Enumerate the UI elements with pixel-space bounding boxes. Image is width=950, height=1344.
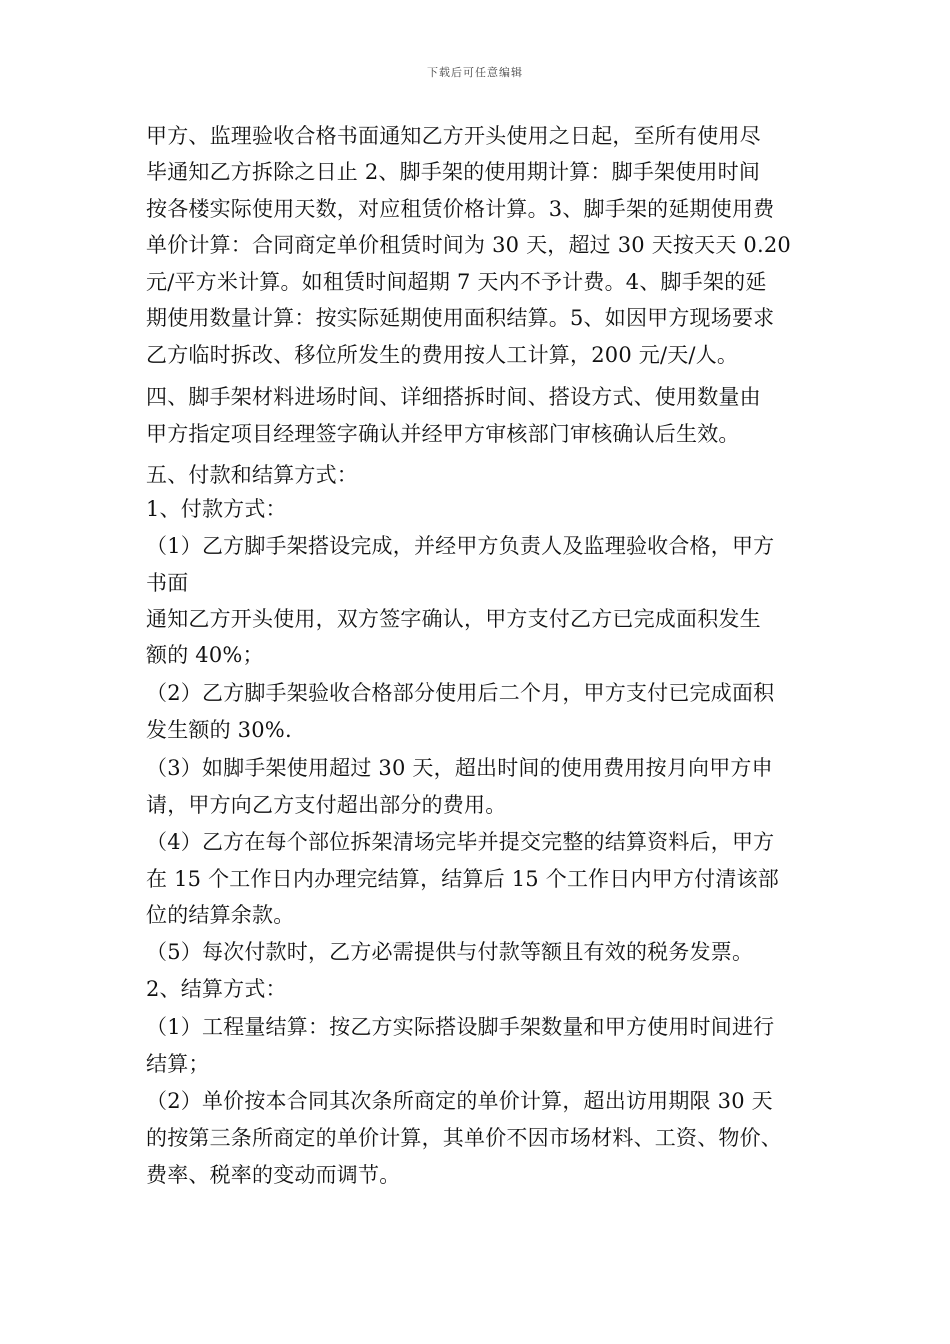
body-line: 请，甲方向乙方支付超出部分的费用。	[146, 793, 507, 817]
body-line: 书面	[146, 571, 189, 595]
body-line: （1）乙方脚手架搭设完成，并经甲方负责人及监理验收合格，甲方	[146, 534, 775, 558]
body-line: （2）乙方脚手架验收合格部分使用后二个月，甲方支付已完成面积	[146, 681, 775, 705]
subsection-heading: 2、结算方式：	[146, 977, 287, 1001]
body-line: 费率、税率的变动而调节。	[146, 1163, 401, 1187]
body-line: （1）工程量结算：按乙方实际搭设脚手架数量和甲方使用时间进行	[146, 1015, 775, 1039]
body-line: 四、脚手架材料进场时间、详细搭拆时间、搭设方式、使用数量由	[146, 385, 761, 409]
body-line: 发生额的 30%.	[146, 718, 292, 742]
body-line: （2）单价按本合同其次条所商定的单价计算，超出访用期限 30 天	[146, 1089, 773, 1113]
body-line: 额的 40%；	[146, 643, 264, 667]
section-heading: 五、付款和结算方式：	[146, 463, 358, 487]
body-line: 甲方、监理验收合格书面通知乙方开头使用之日起，至所有使用尽	[146, 124, 761, 148]
body-line: 元/平方米计算。如租赁时间超期 7 天内不予计费。4、脚手架的延	[146, 270, 767, 294]
body-line: 单价计算：合同商定单价租赁时间为 30 天，超过 30 天按天天 0.20	[146, 233, 791, 257]
subsection-heading: 1、付款方式：	[146, 497, 287, 521]
body-line: 乙方临时拆改、移位所发生的费用按人工计算，200 元/天/人。	[146, 343, 739, 367]
body-line: 甲方指定项目经理签字确认并经甲方审核部门审核确认后生效。	[146, 422, 740, 446]
body-line: 毕通知乙方拆除之日止 2、脚手架的使用期计算：脚手架使用时间	[146, 160, 761, 184]
body-line: 的按第三条所商定的单价计算，其单价不因市场材料、工资、物价、	[146, 1126, 782, 1150]
body-line: 通知乙方开头使用，双方签字确认，甲方支付乙方已完成面积发生	[146, 607, 761, 631]
body-line: 结算；	[146, 1052, 210, 1076]
body-line: 位的结算余款。	[146, 903, 295, 927]
body-line: （3）如脚手架使用超过 30 天，超出时间的使用费用按月向甲方申	[146, 756, 773, 780]
body-line: 在 15 个工作日内办理完结算，结算后 15 个工作日内甲方付清该部	[146, 867, 779, 891]
body-line: 按各楼实际使用天数，对应租赁价格计算。3、脚手架的延期使用费	[146, 197, 775, 221]
body-line: （5）每次付款时，乙方必需提供与付款等额且有效的税务发票。	[146, 940, 754, 964]
body-line: （4）乙方在每个部位拆架清场完毕并提交完整的结算资料后，甲方	[146, 830, 775, 854]
body-line: 期使用数量计算：按实际延期使用面积结算。5、如因甲方现场要求	[146, 306, 775, 330]
page-header: 下载后可任意编辑	[427, 66, 523, 79]
